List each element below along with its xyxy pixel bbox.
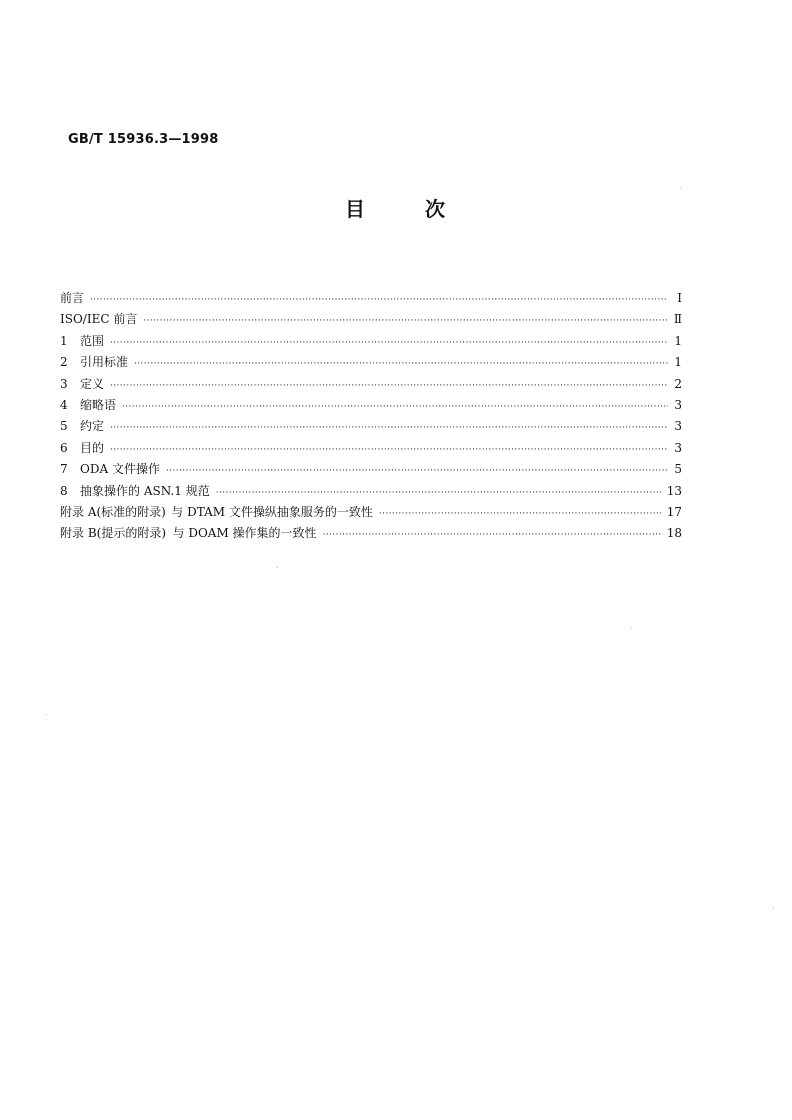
toc-entry-label: 目的: [80, 440, 105, 455]
toc-entry-page: 18: [666, 526, 682, 541]
toc-entry-page: 3: [674, 419, 682, 434]
toc-title: [0, 193, 792, 222]
toc-leader-dots: [122, 397, 668, 418]
toc-entry-page: Ⅰ: [677, 291, 682, 305]
toc-entry-annex-b[interactable]: [60, 523, 682, 544]
toc-entry-page: 3: [674, 397, 682, 412]
toc-entry-label: 范围: [80, 333, 105, 348]
toc-entry-asn1-specification[interactable]: [60, 481, 682, 502]
toc-leader-dots: [110, 440, 668, 461]
toc-entry-purpose[interactable]: [60, 438, 682, 459]
toc-entry-subtitle: 与 DOAM 操作集的一致性: [172, 526, 317, 541]
toc-entry-page: 1: [674, 333, 682, 348]
toc-entry-conventions[interactable]: [60, 416, 682, 437]
scan-speck: [773, 908, 774, 909]
toc-leader-dots: [323, 525, 663, 546]
toc-entry-annex-a[interactable]: [60, 502, 682, 523]
standard-number: GB/T 15936.3—1998: [68, 132, 219, 147]
toc-title-part1: 目: [345, 197, 367, 221]
toc-leader-dots: [166, 461, 668, 482]
toc-entry-number: 2: [60, 355, 68, 370]
toc-entry-label: 前言: [60, 291, 85, 305]
toc-entry-page: 3: [674, 440, 682, 455]
toc-entry-page: 1: [674, 355, 682, 370]
toc-entry-page: Ⅱ: [673, 312, 682, 327]
toc-entry-label: 附录 B(提示的附录): [60, 526, 166, 541]
toc-entry-foreword[interactable]: [60, 288, 682, 309]
toc-entry-label: 抽象操作的 ASN.1 规范: [80, 483, 210, 498]
toc-entry-number: 3: [60, 376, 68, 391]
table-of-contents: [60, 288, 682, 545]
toc-entry-iso-iec-foreword[interactable]: [60, 309, 682, 330]
toc-leader-dots: [143, 311, 668, 332]
toc-entry-number: 7: [60, 462, 68, 477]
toc-entry-label: 引用标准: [80, 355, 129, 370]
toc-entry-abbreviations[interactable]: [60, 395, 682, 416]
toc-entry-subtitle: 与 DTAM 文件操纵抽象服务的一致性: [171, 504, 373, 519]
scan-speck: [631, 628, 632, 629]
toc-entry-label: 约定: [80, 419, 105, 434]
toc-entry-number: 8: [60, 483, 68, 498]
toc-entry-definitions[interactable]: [60, 374, 682, 395]
scan-speck: [277, 567, 278, 568]
toc-title-part2: 次: [425, 197, 447, 221]
toc-leader-dots: [134, 354, 668, 375]
toc-entry-page: 5: [674, 462, 682, 477]
toc-leader-dots: [90, 290, 668, 311]
scan-speck: [46, 714, 47, 715]
toc-leader-dots: [216, 483, 663, 504]
toc-entry-page: 17: [666, 504, 682, 519]
toc-entry-label: ODA 文件操作: [80, 462, 160, 477]
toc-entry-number: 1: [60, 333, 68, 348]
toc-leader-dots: [110, 418, 668, 439]
toc-entry-page: 13: [666, 483, 682, 498]
toc-entry-label: ISO/IEC 前言: [60, 312, 138, 327]
toc-entry-oda-document-operations[interactable]: [60, 459, 682, 480]
toc-entry-label: 定义: [80, 376, 105, 391]
toc-leader-dots: [379, 504, 663, 525]
toc-entry-number: 4: [60, 397, 68, 412]
toc-entry-number: 5: [60, 419, 68, 434]
toc-entry-label: 缩略语: [80, 397, 117, 412]
toc-leader-dots: [110, 333, 668, 354]
toc-entry-scope[interactable]: [60, 331, 682, 352]
toc-entry-number: 6: [60, 440, 68, 455]
toc-entry-label: 附录 A(标准的附录): [60, 504, 166, 519]
toc-entry-normative-references[interactable]: [60, 352, 682, 373]
toc-leader-dots: [110, 376, 668, 397]
toc-entry-page: 2: [674, 376, 682, 391]
scan-speck: [680, 187, 681, 188]
